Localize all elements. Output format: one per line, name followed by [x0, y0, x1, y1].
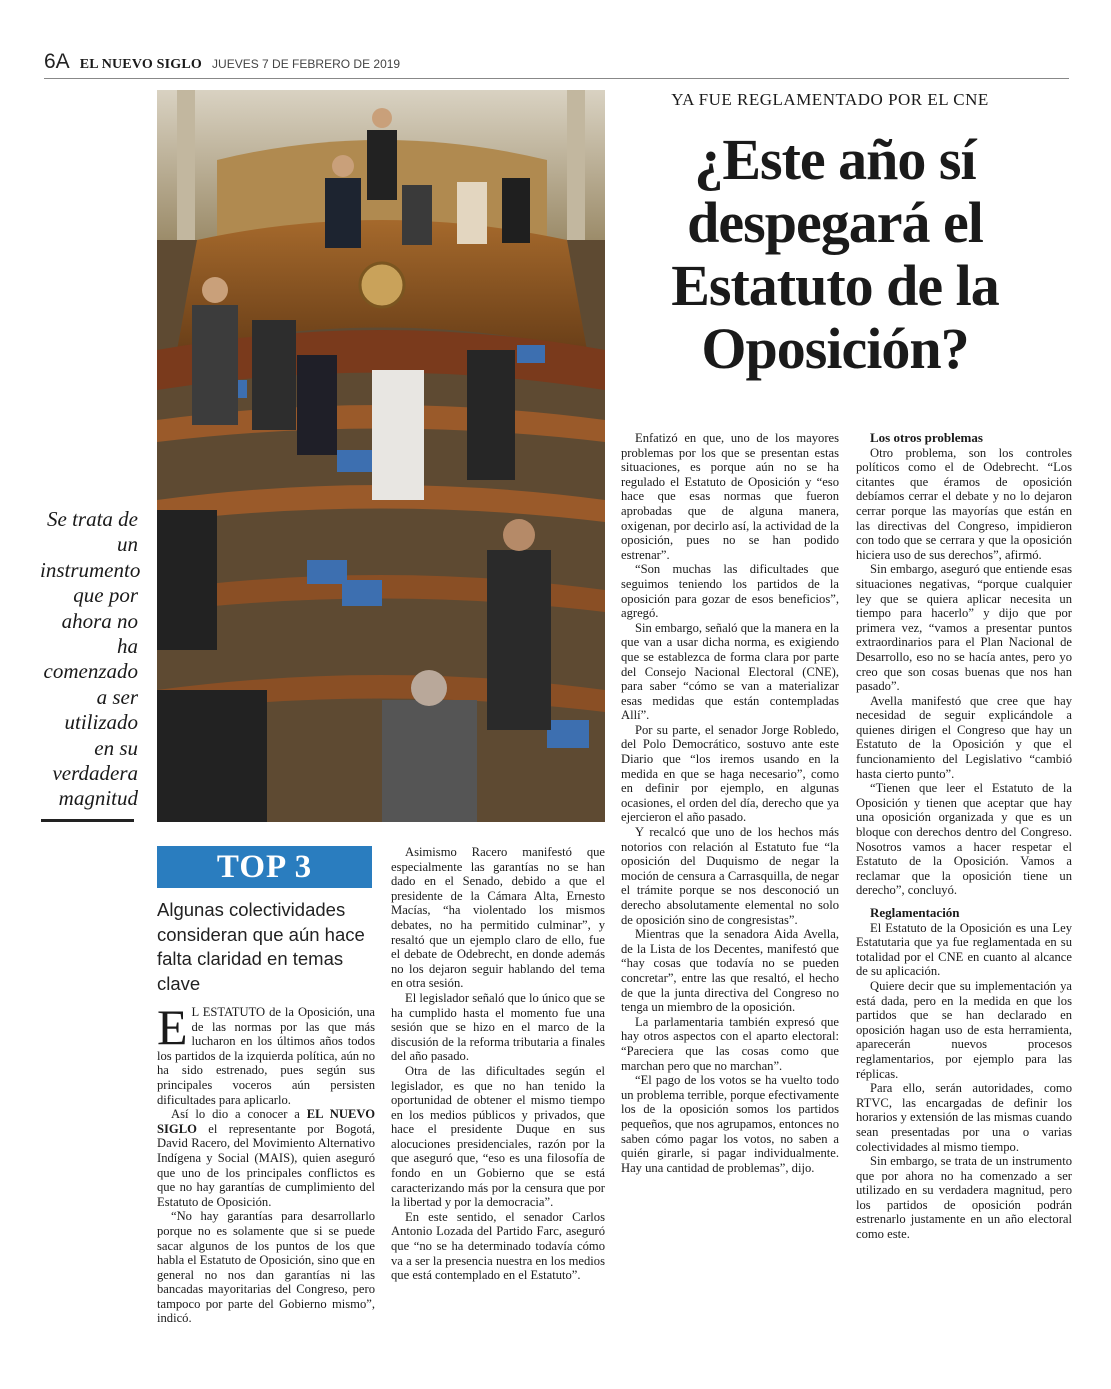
newspaper-brand: EL NUEVO SIGLO: [79, 57, 203, 72]
lead-paragraph: [157, 999, 375, 1107]
article-column-3: [621, 431, 839, 1175]
paragraph: Sin embargo, se trata de un instrumento que por ahora no ha comenzado a ser utilizado en su verdadera magnitud, pero los partidos de oposición podrán estrenarlo justamente en un año electoral como este.: [856, 1154, 1072, 1242]
paragraph: El legislador señaló que lo único que se ha cumplido hasta el momento fue una sesión que se hizo en el marco de la discusión de la reforma tributaria a finales del año pasado.: [391, 990, 605, 1064]
paragraph: Enfatizó en que, uno de los mayores problemas por los que se presentan estas situaciones, es porque aún no se ha regulado el Estatuto de Oposición y “eso hace que esas normas que fueron aprobadas que de alguna manera, oxigenan, por decirlo así, la actividad de la oposición, pues no se han podido estrenar”.: [621, 431, 839, 562]
paragraph: Otro problema, son los controles políticos como el de Odebrecht. “Los citantes que éramos de oposición debíamos cerrar el debate y no lo dejaron cerrar porque las mayorías que están en las directivas del Congreso, impidieron con todo que se cerrara y que la oposición hiciera uso de sus derechos”, afirmó.: [856, 445, 1072, 562]
paragraph: La parlamentaria también expresó que hay otros aspectos con el aparto electoral: “Pareciera que las cosas como que marchan pero que no marchan”.: [621, 1014, 839, 1073]
paragraph: Mientras que la senadora Aida Avella, de la Lista de los Decentes, manifestó que “hay cosas que todavía no se pueden concretar”, entre las que resaltó, el hecho de que la junta directiva del Congreso no tenga un miembro de la oposición.: [621, 927, 839, 1015]
headline: ¿Este año sí despegará el Estatuto de la Oposición?: [671, 127, 999, 381]
subheadline: Algunas colectividades consideran que aún hace falta claridad en temas clave: [157, 899, 365, 994]
page-number: 6A: [44, 50, 70, 73]
lead-small-caps: L ESTATUTO: [191, 1005, 266, 1019]
paragraph: Para ello, serán autoridades, como RTVC, las encargadas de definir los horarios y extensión de las mismas cuando sean presentadas por una o varias colectividades al mismo tiempo.: [856, 1081, 1072, 1154]
paragraph: “Son muchas las dificultades que seguimos teniendo los partidos de la oposición para gozar de esos beneficios”, agregó.: [621, 562, 839, 621]
drop-cap: E: [157, 999, 188, 1055]
congress-session-photo: [157, 90, 605, 822]
paragraph: Sin embargo, aseguró que entiende esas situaciones negativas, “porque cualquier ley que se quiera aplicar necesita un tiempo para hacerlo” y dijo que por primera vez, “vamos a presentar puntos extraordinarios para el Plan Nacional de Desarrollo, eso no se hacía antes, pero yo creo que son cosas buenas que nos han pasado”.: [856, 562, 1072, 694]
article-column-1: [157, 999, 376, 1326]
issue-date: JUEVES 7 DE FEBRERO DE 2019: [212, 57, 401, 71]
top3-label: TOP 3: [157, 846, 372, 888]
paragraph: En este sentido, el senador Carlos Antonio Lozada del Partido Farc, aseguró que “no se ha determinado todavía cómo va a ser la presencia nuestra en los medios que está contemplado en el Estatuto”.: [391, 1209, 605, 1283]
paragraph: Y recalcó que uno de los hechos más notorios con relación al Estatuto fue “la oposición del Duquismo de negar la moción de censura a Carrasquilla, de negar el trámite porque se nos desconoció un derecho absolutamente elemental no solo de oposición sino de congresistas”.: [621, 825, 839, 927]
paragraph: “Tienen que leer el Estatuto de la Oposición y tienen que aceptar que hay una oposición organizada y que es un bloque con derechos dentro del Congreso. Nosotros vamos a hacer respetar el Estatuto de la Oposición. Vamos a reclamar que la oposición tiene un derecho”, concluyó.: [856, 781, 1072, 898]
section-title: Reglamentación: [870, 905, 960, 920]
paragraph: Otra de las dificultades según el legislador, es que no han tenido la oportunidad de obtener el mismo tiempo en los medios públicos y privados, que hace el presidente Duque en sus alocuciones presidenciales, razón por la que aseguró que, “eso es una filosofía de fondo en un Gobierno que se está caracterizando más por la censura que por la libertad y por la democracia”.: [391, 1063, 605, 1210]
paragraph: Avella manifestó que cree que hay necesidad de seguir explicándole a quienes dirigen el Congreso que hay un Estatuto de la Oposición y que el funcionamiento del Legislativo “cambió hasta cierto punto”.: [856, 693, 1072, 781]
pull-quote-rule: [41, 819, 134, 822]
section-title: Los otros problemas: [870, 430, 983, 445]
article-column-2: [391, 845, 605, 1283]
header-divider: [44, 78, 1069, 79]
paragraph: Sin embargo, señaló que la manera en la que van a usar dicha norma, es exigiendo que se establezca de forma clara por parte del Consejo Nacional Electoral (CNE), para saber “cómo se van a materializar esas medidas que están contempladas Allí”.: [621, 620, 839, 723]
paragraph: “No hay garantías para desarrollarlo porque no es solamente que si se puede sacar algunos de los puntos de los que habla el Estatuto de Oposición, sino que en general no nos dan garantías ni las bancadas mayoritarias del Congreso, pero tampoco por parte del Gobierno mismo”, indicó.: [157, 1209, 375, 1326]
pull-quote: Se trata de un instrumento que por ahora no ha comenzado a ser utilizado en su verdadera magnitud: [40, 507, 141, 811]
kicker: YA FUE REGLAMENTADO POR EL CNE: [671, 90, 989, 109]
paragraph: Por su parte, el senador Jorge Robledo, del Polo Democrático, sostuvo ante este Diario que “los iremos usando en la medida en que se haga necesario”, como en definir por ejemplo, en algunas ocasiones, el orden del día, derecho que ya ejercieron el año pasado.: [621, 722, 839, 825]
paragraph: Así lo dio a conocer a EL NUEVO SIGLO el representante por Bogotá, David Racero, del Movimiento Alternativo Indígena y Social (MAIS), quien aseguró que uno de los principales conflictos es que no hay garantías de cumplimiento del Estatuto de Oposición.: [157, 1107, 376, 1209]
page-header: [44, 50, 400, 74]
paragraph: “El pago de los votos se ha vuelto todo un problema terrible, porque efectivamente los de la oposición somos los partidos pequeños, que nos agrupamos, entonces no saben cómo pagar los votos, no saben a quién girarle, si pagar individualmente. Hay una cantidad de problemas”, dijo.: [621, 1073, 839, 1175]
paragraph: El Estatuto de la Oposición es una Ley Estatutaria que ya fue reglamentada en su totalidad por el CNE en cuanto al alcance de su aplicación.: [856, 920, 1072, 979]
paragraph: Asimismo Racero manifestó que especialmente las garantías no se han dado en el Senado, debido a que el presidente de la Cámara Alta, Ernesto Macías, “ha violentado los mismos debates, no ha permitido culminar”, y resaltó que un ejemplo claro de ello, fue el debate de Odebrecht, en donde además no los dejaron seguir hablando del tema en otra sesión.: [391, 845, 605, 991]
brand-mention: EL NUEVO SIGLO: [157, 1107, 376, 1136]
paragraph: Quiere decir que su implementación ya está dada, pero en la medida en que los partidos que se han declarado en oposición hagan uso de esta herramienta, aparecerán nuevos procesos reglamentarios, por ejemplo para las réplicas.: [856, 978, 1072, 1081]
article-column-4: [856, 431, 1072, 1242]
lead-text: de la Oposición, una de las normas por las que más lucharon en los últimos años todos los partidos de la izquierda política, aún no ha sido estrenado, pues según sus principales voceros aún persisten dificultades para aplicarlo.: [157, 1005, 375, 1107]
